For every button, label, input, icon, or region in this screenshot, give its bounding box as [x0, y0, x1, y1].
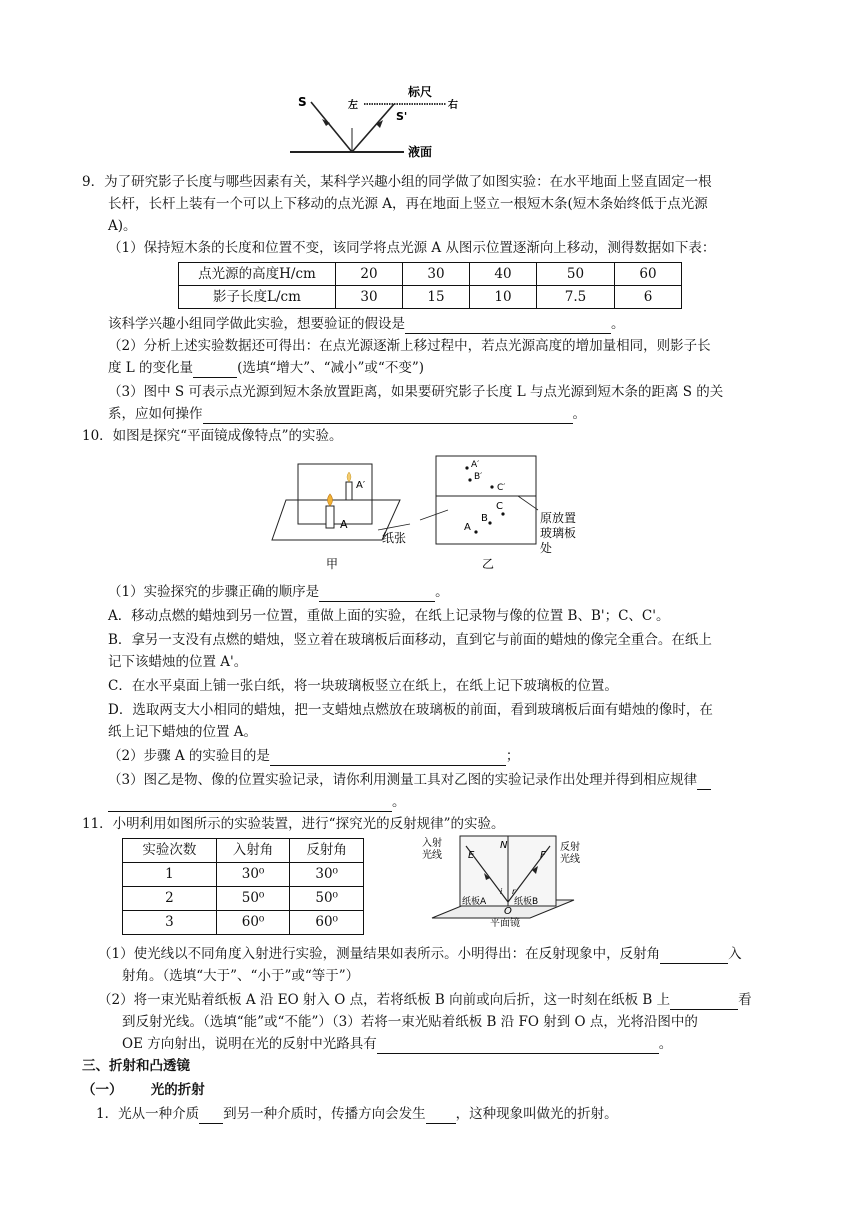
table-cell: 2	[123, 887, 217, 911]
q10-part3-cont: 。	[108, 792, 406, 812]
q9-intro-3: A)。	[108, 218, 137, 234]
table-cell: 60	[614, 263, 681, 286]
table-cell: 20	[336, 263, 403, 286]
angle-i: i	[500, 887, 503, 896]
q9-part1: （1）保持短木条的长度和位置不变，该同学将点光源 A 从图示位置逐渐向上移动，测得数据如下表：	[108, 240, 716, 256]
header-cell: 入射角	[216, 839, 290, 863]
q10-part2: （2）步骤 A 的实验目的是 ；	[108, 746, 519, 766]
s-label: S	[298, 95, 307, 109]
table-header-row	[123, 839, 364, 863]
mirror-label: 平面镜	[490, 918, 520, 929]
table-cell: 30⁰	[290, 863, 364, 887]
answer-blank[interactable]	[270, 751, 506, 766]
q10-step-c: C．在水平桌面上铺一张白纸，将一块玻璃板竖立在纸上，在纸上记下玻璃板的位置。	[108, 678, 618, 694]
table-cell: 30⁰	[216, 863, 290, 887]
q10-step-b-1: B．拿另一支没有点燃的蜡烛，竖立着在玻璃板后面移动，直到它与前面的蜡烛的像完全重合。在纸上	[108, 632, 712, 648]
table-cell: 60⁰	[290, 911, 364, 935]
point-n: N	[500, 840, 508, 851]
q9-intro-2: 长杆，长杆上装有一个可以上下移动的点光源 A，再在地面上竖立一根短木条(短木条始终低于点光源	[108, 196, 708, 212]
table-row	[179, 286, 682, 309]
left-label: 左	[348, 100, 358, 111]
reflection-experiment-figure	[420, 832, 590, 932]
point-a-prime: A′	[471, 460, 480, 470]
mirror-experiment-figure	[270, 452, 610, 576]
table-cell: 6	[614, 286, 681, 309]
table-cell: 3	[123, 911, 217, 935]
table-cell: 50⁰	[216, 887, 290, 911]
point-b: B	[481, 513, 488, 524]
q11-part1-a: （1）使光线以不同角度入射进行实验，测量结果如表所示。小明得出：在反射现象中，反射角 入	[98, 944, 742, 964]
q10-step-d-2: 纸上记下蜡烛的位置 A。	[108, 724, 258, 740]
table-cell: 7.5	[537, 286, 615, 309]
answer-blank[interactable]	[405, 319, 611, 334]
table-cell: 30	[336, 286, 403, 309]
reflected-label-2: 光线	[560, 854, 580, 865]
incident-label-2: 光线	[422, 850, 442, 861]
answer-blank[interactable]	[319, 587, 435, 602]
q10-part3: （3）图乙是物、像的位置实验记录，请你利用测量工具对乙图的实验记录作出处理并得到相应规律	[108, 770, 711, 790]
glass-label-3: 处	[540, 541, 553, 555]
header-cell: 实验次数	[123, 839, 217, 863]
ruler-label: 标尺	[408, 85, 433, 99]
liquid-label: 液面	[408, 145, 433, 159]
board-a-label: 纸板A	[462, 897, 487, 907]
section-3-title: 三、折射和凸透镜	[82, 1058, 190, 1074]
answer-blank[interactable]	[377, 1039, 659, 1054]
board-b-label: 纸板B	[514, 897, 539, 907]
q9-part2-b: 度 L 的变化量 (选填“增大”、“减小”或“不变”)	[108, 358, 424, 378]
glass-label-2: 玻璃板	[540, 526, 577, 540]
q10-step-a: A．移动点燃的蜡烛到另一位置，重做上面的实验，在纸上记录物与像的位置 B、B'；C、C'。	[108, 608, 670, 624]
glass-label-1: 原放置	[540, 511, 577, 525]
table-cell: 50	[537, 263, 615, 286]
q9-part3-b: 系，应如何操作 。	[108, 404, 586, 424]
answer-blank[interactable]	[670, 995, 738, 1010]
table-row	[123, 911, 364, 935]
candle-a-label: A	[340, 518, 348, 531]
answer-blank[interactable]	[426, 1109, 456, 1124]
q10-intro: 10．如图是探究“平面镜成像特点”的实验。	[82, 428, 343, 444]
q9-part2-a: （2）分析上述实验数据还可得出：在点光源逐渐上移过程中，若点光源高度的增加量相同，则影子长	[108, 338, 711, 354]
table-row	[179, 263, 682, 286]
angle-r: r	[512, 887, 516, 896]
q9-part3-a: （3）图中 S 可表示点光源到短木条放置距离，如果要研究影子长度 L 与点光源到短木条的距离 S 的关	[108, 384, 724, 400]
answer-blank[interactable]	[199, 1109, 223, 1124]
table-cell: 1	[123, 863, 217, 887]
q11-part1-b: 射角。（选填“大于”、“小于”或“等于”）	[122, 968, 360, 984]
incident-label-1: 入射	[422, 838, 442, 849]
point-f: F	[540, 850, 546, 861]
q10-part1: （1）实验探究的步骤正确的顺序是 。	[108, 582, 449, 602]
q10-step-d-1: D．选取两支大小相同的蜡烛，把一支蜡烛点燃放在玻璃板的前面，看到玻璃板后面有蜡烛的像时，在	[108, 702, 713, 718]
point-c: C	[496, 501, 503, 512]
row-label-shadow: 影子长度L/cm	[179, 286, 336, 309]
paper-label: 纸张	[382, 531, 407, 545]
answer-blank[interactable]	[697, 775, 711, 790]
q11-part2-a: （2）将一束光贴着纸板 A 沿 EO 射入 O 点，若将纸板 B 向前或向后折，这一时刻在纸板 B 上 看	[98, 990, 752, 1010]
q9-hypothesis: 该科学兴趣小组同学做此实验，想要验证的假设是 。	[108, 314, 625, 334]
q11-data-table	[122, 838, 364, 935]
row-label-height: 点光源的高度H/cm	[179, 263, 336, 286]
right-label: 右	[448, 100, 458, 111]
section-3-subtitle: （一） 光的折射	[82, 1082, 205, 1098]
table-cell: 15	[403, 286, 470, 309]
liquid-reflection-figure	[286, 84, 476, 164]
q11-part2-b: 到反射光线。（选填“能”或“不能”）（3）若将一束光贴着纸板 B 沿 FO 射到 O 点，光将沿图中的	[122, 1014, 698, 1030]
answer-blank[interactable]	[203, 409, 573, 424]
answer-blank[interactable]	[660, 949, 728, 964]
point-c-prime: C′	[497, 483, 506, 493]
section-3-q1: 1．光从一种介质 到另一种介质时，传播方向会发生 ，这种现象叫做光的折射。	[96, 1104, 618, 1124]
table-row	[123, 887, 364, 911]
point-e: E	[468, 850, 475, 861]
table-cell: 60⁰	[216, 911, 290, 935]
q9-data-table	[178, 262, 682, 309]
header-cell: 反射角	[290, 839, 364, 863]
q11-part2-c: OE 方向射出，说明在光的反射中光路具有 。	[122, 1034, 672, 1054]
fig-jia-caption: 甲	[326, 557, 339, 571]
q9-intro-1: 9．为了研究影子长度与哪些因素有关，某科学兴趣小组的同学做了如图实验：在水平地面上竖直固定一根	[82, 174, 712, 190]
point-a: A	[464, 522, 471, 533]
q11-intro: 11．小明利用如图所示的实验装置，进行“探究光的反射规律”的实验。	[82, 816, 505, 832]
fig-yi-caption: 乙	[482, 557, 495, 571]
point-b-prime: B′	[474, 472, 483, 482]
answer-blank[interactable]	[193, 363, 237, 378]
candle-a-prime-label: A′	[356, 480, 366, 491]
q10-step-b-2: 记下该蜡烛的位置 A'。	[108, 654, 248, 670]
table-cell: 10	[470, 286, 537, 309]
answer-blank[interactable]	[108, 797, 392, 812]
table-cell: 30	[403, 263, 470, 286]
point-o: O	[504, 906, 512, 917]
table-row	[123, 863, 364, 887]
reflected-label-1: 反射	[560, 842, 580, 853]
s-prime-label: S'	[396, 110, 408, 123]
table-cell: 40	[470, 263, 537, 286]
table-cell: 50⁰	[290, 887, 364, 911]
